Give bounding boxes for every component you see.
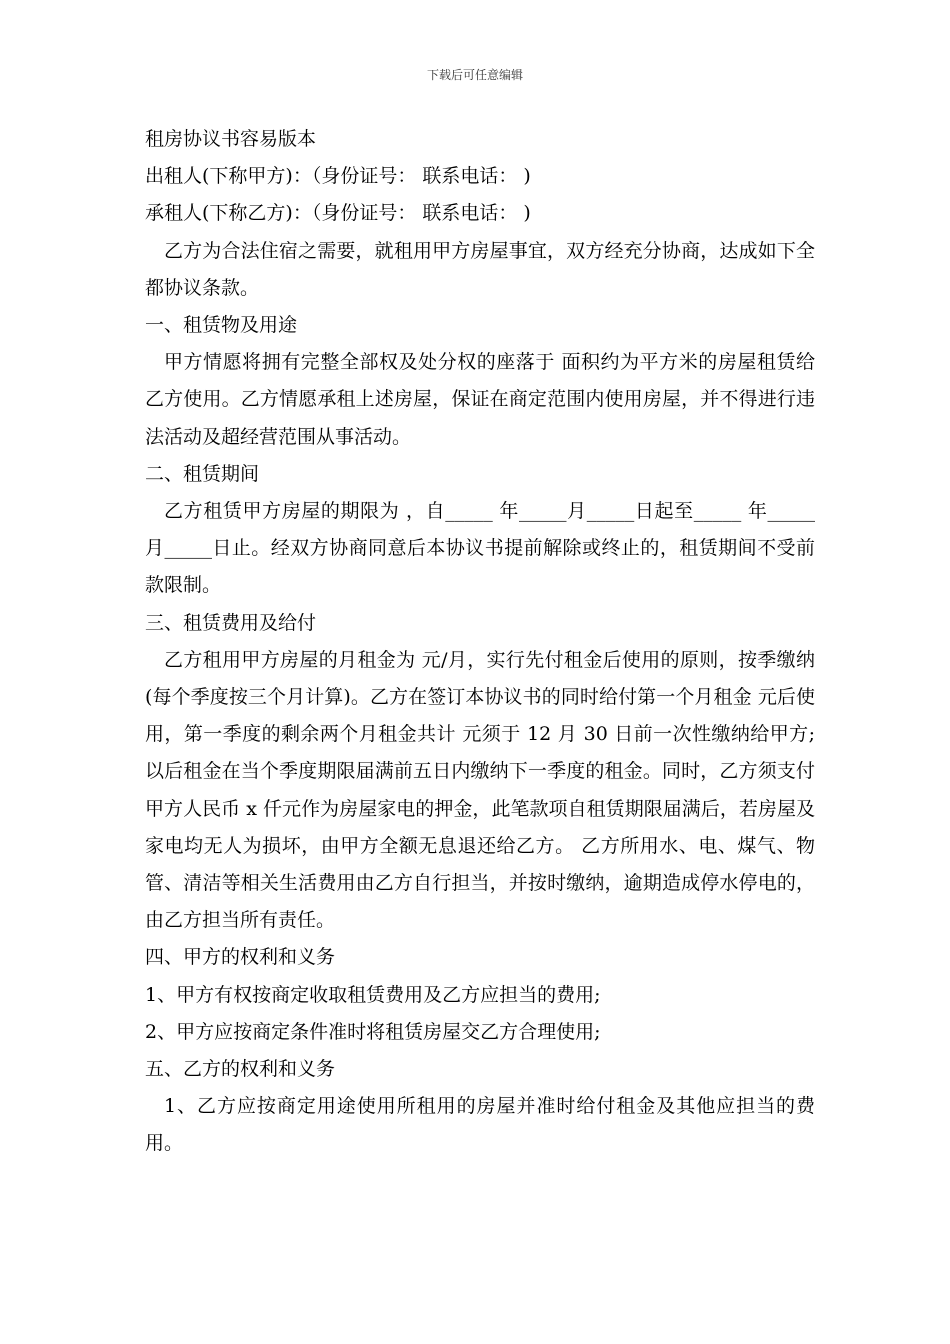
- document-title: 租房协议书容易版本: [145, 128, 317, 150]
- lessor-line: 出租人(下称甲方)：（身份证号： 联系电话： ): [145, 165, 531, 188]
- intro-paragraph: 乙方为合法住宿之需要，就租用甲方房屋事宜，双方经充分协商，达成如下全都协议条款。: [145, 239, 815, 299]
- section-3-heading: 三、租赁费用及给付: [145, 611, 317, 634]
- section-4-heading: 四、甲方的权利和义务: [145, 946, 336, 969]
- section-2-body: 乙方租赁甲方房屋的期限为 ，自_____ 年_____月_____日起至_____ 年_____ 月_____日止。经双方协商同意后本协议书提前解除或终止的，租赁期间不受前款限制。: [145, 500, 815, 597]
- section-2-heading: 二、租赁期间: [145, 462, 260, 485]
- lessee-line: 承租人(下称乙方)：（身份证号： 联系电话： ): [145, 202, 531, 225]
- document-body: [145, 121, 815, 1163]
- section-5-item-1: 1、乙方应按商定用途使用所租用的房屋并准时给付租金及其他应担当的费用。: [145, 1095, 815, 1155]
- section-3-body: 乙方租用甲方房屋的月租金为 元/月，实行先付租金后使用的原则，按季缴纳(每个季度按三个月计算)。乙方在签订本协议书的同时给付第一个月租金 元后使用，第一季度的剩余两个月租金共计 元须于 12 月 30 日前一次性缴纳给甲方;以后租金在当个季度期限届满前五日内缴纳下一季度的租金。同时，乙方须支付甲方人民币 x 仟元作为房屋家电的押金，此笔款项自租赁期限届满后，若房屋及家电均无人为损坏，由甲方全额无息退还给乙方。 乙方所用水、电、煤气、物管、清洁等相关生活费用由乙方自行担当，并按时缴纳，逾期造成停水停电的，由乙方担当所有责任。: [145, 648, 815, 932]
- section-1-heading: 一、租赁物及用途: [145, 314, 298, 337]
- section-4-item-1: 1、甲方有权按商定收取租赁费用及乙方应担当的费用;: [145, 983, 601, 1006]
- section-4-item-2: 2、甲方应按商定条件准时将租赁房屋交乙方合理使用;: [145, 1020, 601, 1043]
- page-header-note: 下载后可任意编辑: [426, 68, 523, 82]
- section-5-heading: 五、乙方的权利和义务: [145, 1058, 336, 1081]
- section-1-body: 甲方情愿将拥有完整全部权及处分权的座落于 面积约为平方米的房屋租赁给乙方使用。乙方情愿承租上述房屋，保证在商定范围内使用房屋，并不得进行违法活动及超经营范围从事活动。: [145, 351, 815, 448]
